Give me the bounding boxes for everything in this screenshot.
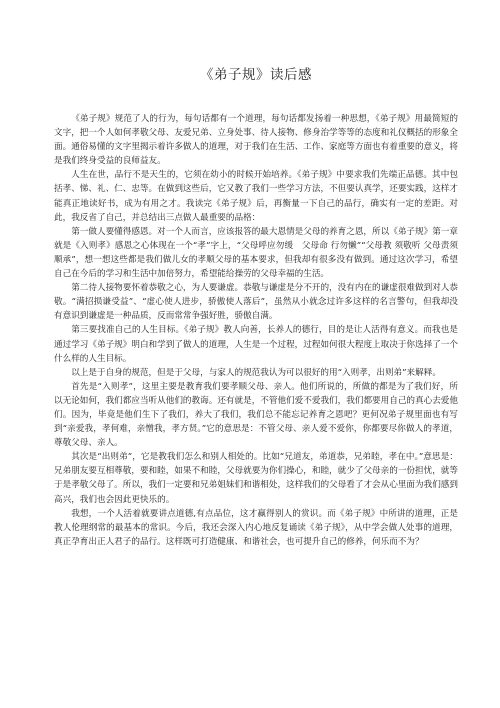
paragraph: 以上是于自身的规范，但是于父母，与家人的规范我认为可以很好的用“入则孝，出则弟”来解释。	[71, 367, 441, 378]
paragraph: 其次是“出则弟”，它是教我们怎么和别人相处的。比如“兄道友，弟道恭，兄弟睦，孝在中。”意思是：兄弟朋友要互相尊敬，要和睦，如果不和睦，父母就要为你们操心，和睦，就少了父母亲的一份担忧，就等于是孝敬父母了。所以，我们一定要和兄弟姐妹们和谐相处，这样我们的父母看了才会从心里面为我们感到高兴，我们也会因此更快乐的。	[54, 452, 458, 505]
document-title: 《弟子规》读后感	[200, 67, 312, 83]
paragraph: 人生在世，品行不是天生的，它须在幼小的时候开始培养。《弟子规》中要求我们先端正品德。其中包括孝、悌、礼、仁、忠等。在做到这些后，它又教了我们一些学习方法，不但要认真学，还要实践，这样才能真正地读好书，成为有用之才。我读完《弟子规》后，再衡量一下自己的品行，确实有一定的差距。对此，我反省了自己，并总结出三点做人最重要的品格：	[54, 170, 458, 223]
paragraph: 第三要找准自己的人生目标。《弟子规》教人向善，长养人的德行，目的是让人活得有意义。而我也是通过学习《弟子规》明白和学到了做人的道理，人生是一个过程，过程如何很大程度上取决于你选择了一个什么样的人生目标。	[54, 325, 458, 364]
paragraph: 我想，一个人活着就要讲点道德,有点品位，这才赢得别人的赏识。而《弟子规》中所讲的道理，正是教人伦理纲常的最基本的常识。今后，我还会深入内心地反复诵读《弟子规》，从中学会做人处事的道理，真正孕育出正人君子的品行。这样既可打造健康、和谐社会，也可提升自己的修养，何乐而不为？	[54, 508, 458, 547]
paragraph: 第二待人接物要怀着恭敬之心，为人要谦虚。恭敬与谦虚是分不开的，没有内在的谦虚很难做到对人恭敬。“满招损谦受益”、“虚心使人进步，骄傲使人落后”，虽然从小就念过许多这样的名言警句，但我却没有意识到谦虚是一种品质，反而常常争强好胜，骄傲自满。	[54, 283, 458, 322]
paragraph: 第一做人要懂得感恩。对一个人而言，应该报答的最大恩情是父母的养育之恩，所以《弟子规》第一章就是《入则孝》感恩之心体现在一个“孝”字上，“父母呼应勿缓 父母命 行勿懒”“父母教 须敬听 父母责须顺承”，想一想这些都是我们做儿女的孝顺父母的基本要求，但我却有很多没有做到。通过这次学习，希望自己在今后的学习和生活中加倍努力，希望能给操劳的父母幸福的生活。	[54, 226, 458, 280]
document-body	[54, 112, 458, 549]
paragraph: 《弟子规》规范了人的行为，每句话都有一个道理，每句话都发扬着一种思想，《弟子规》用最简短的文字，把一个人如何孝敬父母、友爱兄弟、立身处事、待人接物、修身治学等等的态度和礼仪概括的形象全面。通俗易懂的文字里揭示着许多做人的道理，对于我们在生活、工作、家庭等方面也有着重要的意义，将是我们终身受益的良师益友。	[54, 114, 458, 167]
paragraph: 首先是“入则孝”，这里主要是教育我们要孝顺父母、亲人。他们所说的，所做的都是为了我们好，所以无论如何，我们都应当听从他们的教诲。还有就是，不管他们爱不爱我们，我们都要用自己的真心去爱他们。因为，毕竟是他们生下了我们，养大了我们，我们总不能忘记养育之恩吧？更何况弟子规里面也有写到“亲爱我，孝何难，亲憎我，孝方贤。”它的意思是：不管父母、亲人爱不爱你，你都要尽你做人的孝道，尊敬父母、亲人。	[54, 381, 458, 449]
